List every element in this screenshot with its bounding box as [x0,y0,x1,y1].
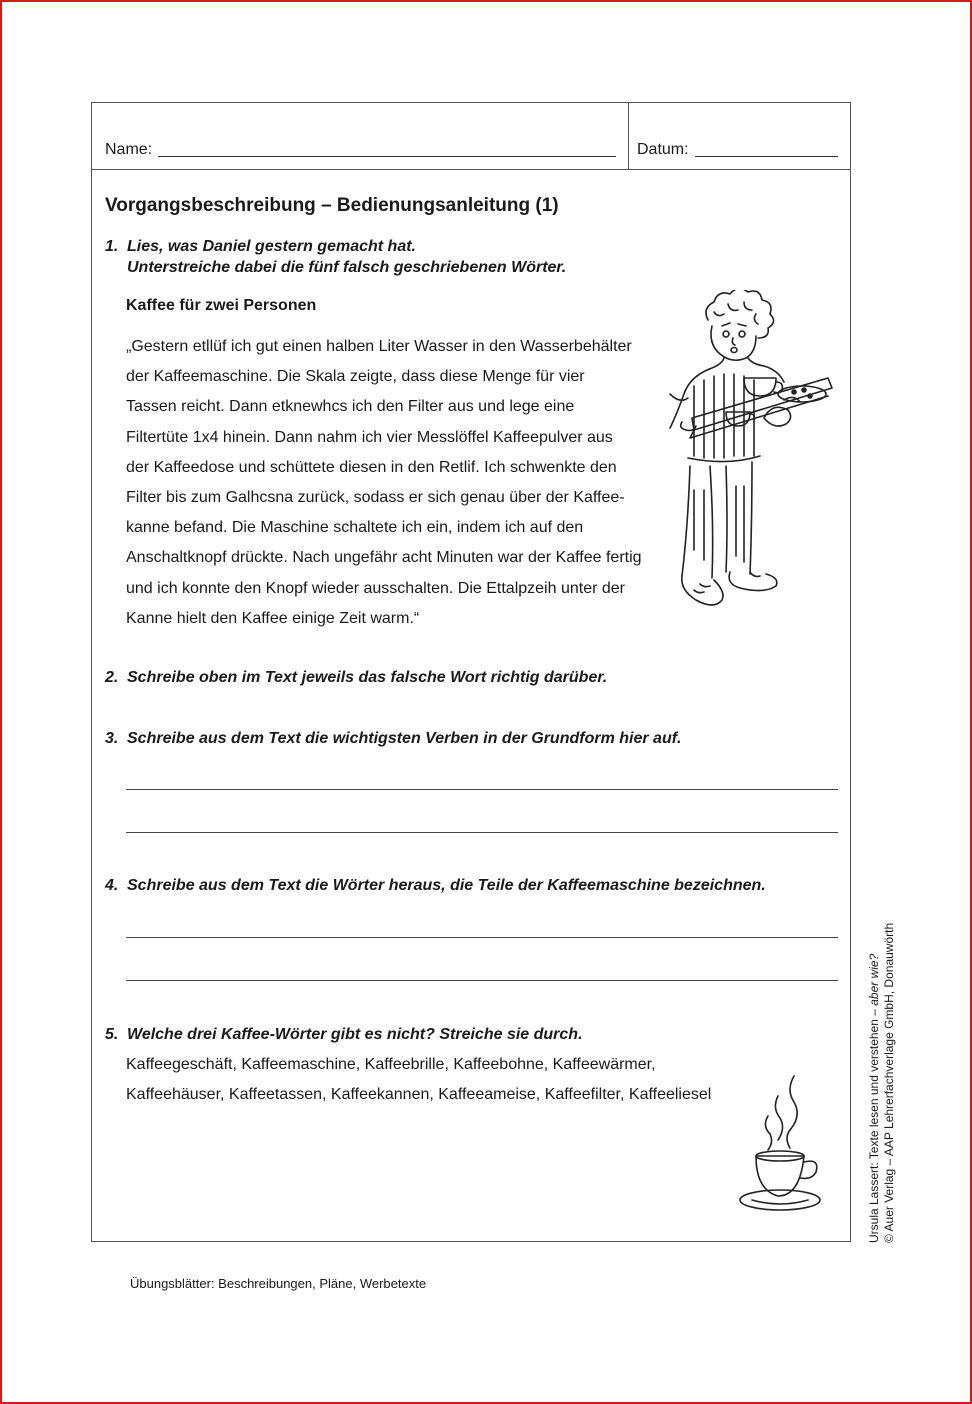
task-number: 2. [105,669,119,686]
task-text: Lies, was Daniel gestern gemacht hat. [127,238,416,255]
name-field[interactable] [158,156,616,157]
task-number: 3. [105,730,119,747]
story-line: „Gestern etllüf ich gut einen halben Liter Wasser in den Wasserbehälter [126,338,632,355]
story-subtitle: Kaffee für zwei Personen [126,297,317,314]
task-text: Schreibe aus dem Text die wichtigsten Verben in der Grundform hier auf. [127,730,682,747]
answer-line[interactable] [126,789,838,790]
story-line: der Kaffeemaschine. Die Skala zeigte, dass diese Menge für vier [126,368,585,386]
task-number: 5. [105,1026,119,1043]
task-1 [105,236,566,278]
task-text: Welche drei Kaffee-Wörter gibt es nicht? Streiche sie durch. [127,1026,583,1043]
header-divider [628,103,629,169]
credit-title-italic: aber wie? [867,953,881,1006]
coffee-word-list [126,1050,711,1110]
task-number: 1. [105,238,119,255]
boy-with-tray-illustration [664,290,834,618]
date-label: Datum: [637,141,689,158]
credit-author: Ursula Lassert: Texte lesen und verstehen – [867,1005,881,1243]
story-line: und ich konnte den Knopf wieder ausschalten. Die Ettalpzeih unter der [126,579,625,597]
date-field[interactable] [695,156,838,157]
task-2 [105,667,607,688]
story-line: kanne befand. Die Maschine schaltete ich ein, indem ich auf den [126,519,584,537]
story-line: der Kaffeedose und schüttete diesen in den Retlif. Ich schwenkte den [126,458,617,476]
task-4 [105,875,766,896]
copyright-credit [867,923,897,1243]
story-line: Filtertüte 1x4 hinein. Dann nahm ich vier Messlöffel Kaffeepulver aus [126,428,613,446]
page-title: Vorgangsbeschreibung – Bedienungsanleitung (1) [105,195,559,216]
task-3 [105,728,681,749]
word-list-line: Kaffeegeschäft, Kaffeemaschine, Kaffeebrille, Kaffeebohne, Kaffeewärmer, [126,1056,656,1073]
task-text: Schreibe aus dem Text die Wörter heraus, die Teile der Kaffeemaschine bezeichnen. [127,877,766,894]
task-text: Unterstreiche dabei die fünf falsch geschriebenen Wörter. [127,259,567,276]
task-5 [105,1024,583,1045]
story-line: Tassen reicht. Dann etknewhcs ich den Filter aus und lege eine [126,398,575,416]
answer-line[interactable] [126,937,838,938]
story-text [126,332,671,634]
answer-line[interactable] [126,832,838,833]
story-line: Kanne hielt den Kaffee einige Zeit warm.“ [126,609,420,627]
story-line: Anschaltknopf drückte. Nach ungefähr acht Minuten war der Kaffee fertig [126,549,642,567]
credit-publisher: © Auer Verlag – AAP Lehrerfachverlage GmbH, Donauwörth [882,922,896,1243]
task-number: 4. [105,877,119,894]
task-text: Schreibe oben im Text jeweils das falsche Wort richtig darüber. [127,669,608,686]
answer-line[interactable] [126,980,838,981]
story-line: Filter bis zum Galhcsna zurück, sodass er sich genau über der Kaffee- [126,489,625,507]
worksheet [91,102,851,1242]
header-row [92,103,850,170]
word-list-line: Kaffeehäuser, Kaffeetassen, Kaffeekannen, Kaffeeameise, Kaffeefilter, Kaffeeliesel [126,1086,712,1103]
footer-text: Übungsblätter: Beschreibungen, Pläne, Werbetexte [130,1276,427,1291]
name-label: Name: [105,141,153,158]
coffee-cup-illustration [738,1072,822,1214]
